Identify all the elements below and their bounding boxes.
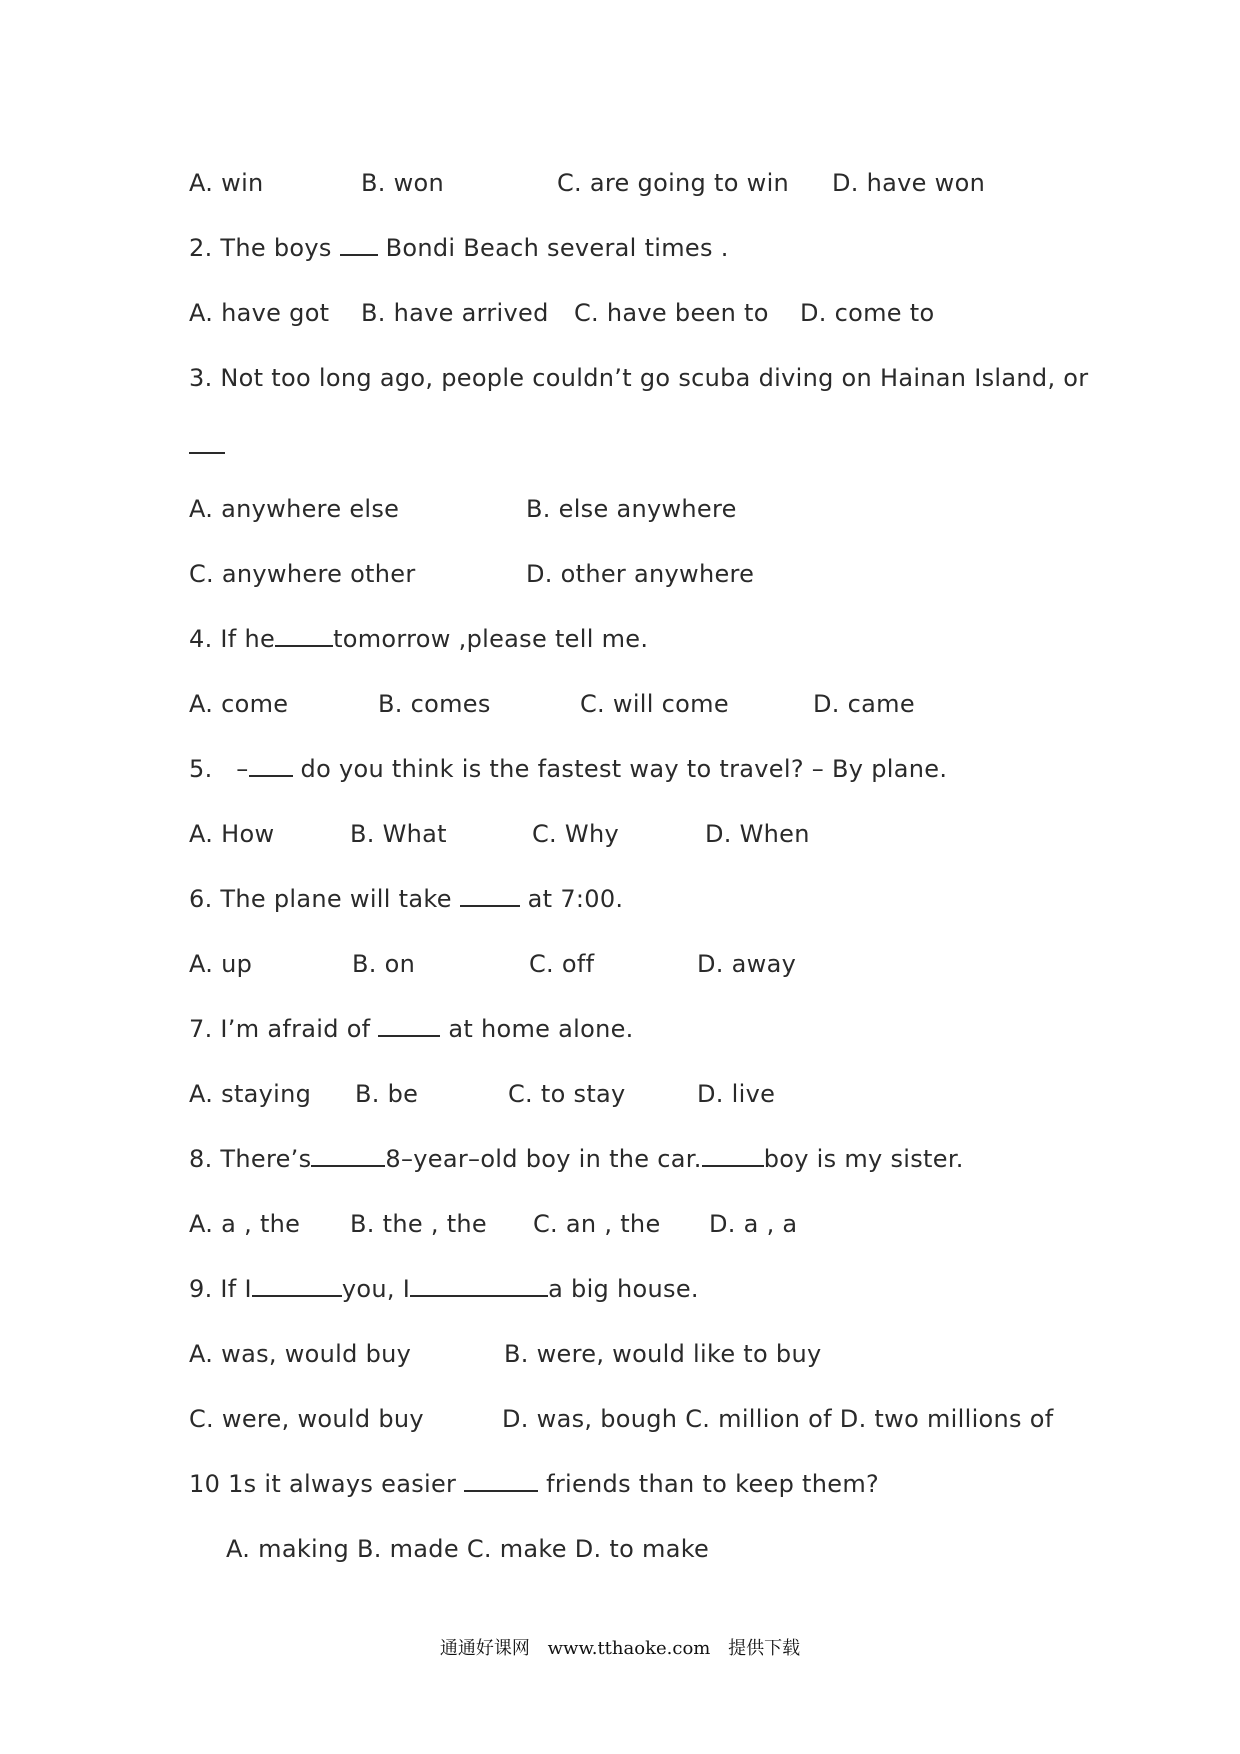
- q7-option-a: A. staying: [189, 1080, 312, 1108]
- q5-option-a: A. How: [189, 820, 275, 848]
- q2-option-d: D. come to: [800, 299, 935, 327]
- q9-blank-1: [252, 1294, 342, 1297]
- q6-option-c: C. off: [529, 950, 595, 978]
- q7-option-d: D. live: [697, 1080, 776, 1108]
- q7-option-b: B. be: [355, 1080, 419, 1108]
- q2-text-after: Bondi Beach several times .: [385, 234, 729, 262]
- q9-text-middle: you, I: [341, 1275, 411, 1303]
- q10-options: A. making B. made C. make D. to make: [226, 1535, 710, 1563]
- q4-text-after: tomorrow ,please tell me.: [333, 625, 649, 653]
- q1-option-d: D. have won: [832, 169, 986, 197]
- q4-option-d: D. came: [813, 690, 915, 718]
- q10-stem: [189, 1470, 879, 1498]
- q8-option-c: C. an , the: [533, 1210, 661, 1238]
- q3-blank: [189, 452, 225, 454]
- q8-stem: [189, 1145, 964, 1173]
- q6-option-b: B. on: [352, 950, 416, 978]
- q3-option-a: A. anywhere else: [189, 495, 400, 523]
- q8-blank-1: [311, 1164, 385, 1167]
- q8-text-after: boy is my sister.: [763, 1145, 964, 1173]
- q2-stem: [189, 234, 729, 262]
- q3-option-c: C. anywhere other: [189, 560, 416, 588]
- q5-option-d: D. When: [705, 820, 810, 848]
- q7-text-before: 7. I’m afraid of: [189, 1015, 371, 1043]
- q7-option-c: C. to stay: [508, 1080, 626, 1108]
- q8-option-d: D. a , a: [709, 1210, 798, 1238]
- q9-text-after: a big house.: [548, 1275, 699, 1303]
- page-footer: [0, 1634, 1240, 1660]
- q2-option-a: A. have got: [189, 299, 330, 327]
- q3-option-d: D. other anywhere: [526, 560, 755, 588]
- q5-text-after: do you think is the fastest way to travel? – By plane.: [300, 755, 948, 783]
- q4-option-b: B. comes: [378, 690, 491, 718]
- q8-text-middle: 8–year–old boy in the car.: [385, 1145, 702, 1173]
- q1-option-b: B. won: [361, 169, 445, 197]
- footer-site-name: 通通好课网: [439, 1638, 530, 1659]
- q7-text-after: at home alone.: [448, 1015, 634, 1043]
- q8-blank-2: [702, 1164, 764, 1167]
- q9-stem: [189, 1275, 699, 1303]
- q9-option-c: C. were, would buy: [189, 1405, 424, 1433]
- q10-blank: [464, 1489, 538, 1492]
- q2-text-before: 2. The boys: [189, 234, 332, 262]
- q8-option-b: B. the , the: [350, 1210, 487, 1238]
- q3-option-b: B. else anywhere: [526, 495, 737, 523]
- q5-stem: [189, 755, 947, 783]
- q9-option-d: D. was, bough C. million of D. two millions of: [502, 1405, 1054, 1433]
- q5-option-c: C. Why: [532, 820, 619, 848]
- q4-option-a: A. come: [189, 690, 289, 718]
- q9-blank-2: [410, 1294, 548, 1297]
- q9-option-b: B. were, would like to buy: [504, 1340, 822, 1368]
- q10-text-before: 10 1s it always easier: [189, 1470, 457, 1498]
- q9-option-a: A. was, would buy: [189, 1340, 412, 1368]
- q6-option-a: A. up: [189, 950, 253, 978]
- q10-text-after: friends than to keep them?: [546, 1470, 880, 1498]
- q6-option-d: D. away: [697, 950, 797, 978]
- q7-stem: [189, 1015, 634, 1043]
- q7-blank: [378, 1034, 440, 1037]
- q5-blank: [249, 774, 293, 777]
- footer-tagline: 提供下载: [728, 1638, 801, 1659]
- q6-blank: [460, 904, 520, 907]
- q6-text-before: 6. The plane will take: [189, 885, 452, 913]
- q4-blank: [275, 644, 333, 647]
- q5-option-b: B. What: [350, 820, 447, 848]
- q4-text-before: 4. If he: [189, 625, 276, 653]
- q3-stem: 3. Not too long ago, people couldn’t go scuba diving on Hainan Island, or: [189, 364, 1089, 392]
- q8-option-a: A. a , the: [189, 1210, 301, 1238]
- q1-option-c: C. are going to win: [557, 169, 790, 197]
- q2-option-b: B. have arrived: [361, 299, 549, 327]
- q6-text-after: at 7:00.: [527, 885, 624, 913]
- footer-url: www.tthaoke.com: [547, 1638, 711, 1659]
- q2-option-c: C. have been to: [574, 299, 769, 327]
- q8-text-before: 8. There’s: [189, 1145, 312, 1173]
- q4-stem: [189, 625, 648, 653]
- q2-blank: [340, 253, 378, 256]
- q1-option-a: A. win: [189, 169, 264, 197]
- q9-text-before: 9. If I: [189, 1275, 252, 1303]
- q5-text-before: 5. –: [189, 755, 249, 783]
- q6-stem: [189, 885, 623, 913]
- q4-option-c: C. will come: [580, 690, 729, 718]
